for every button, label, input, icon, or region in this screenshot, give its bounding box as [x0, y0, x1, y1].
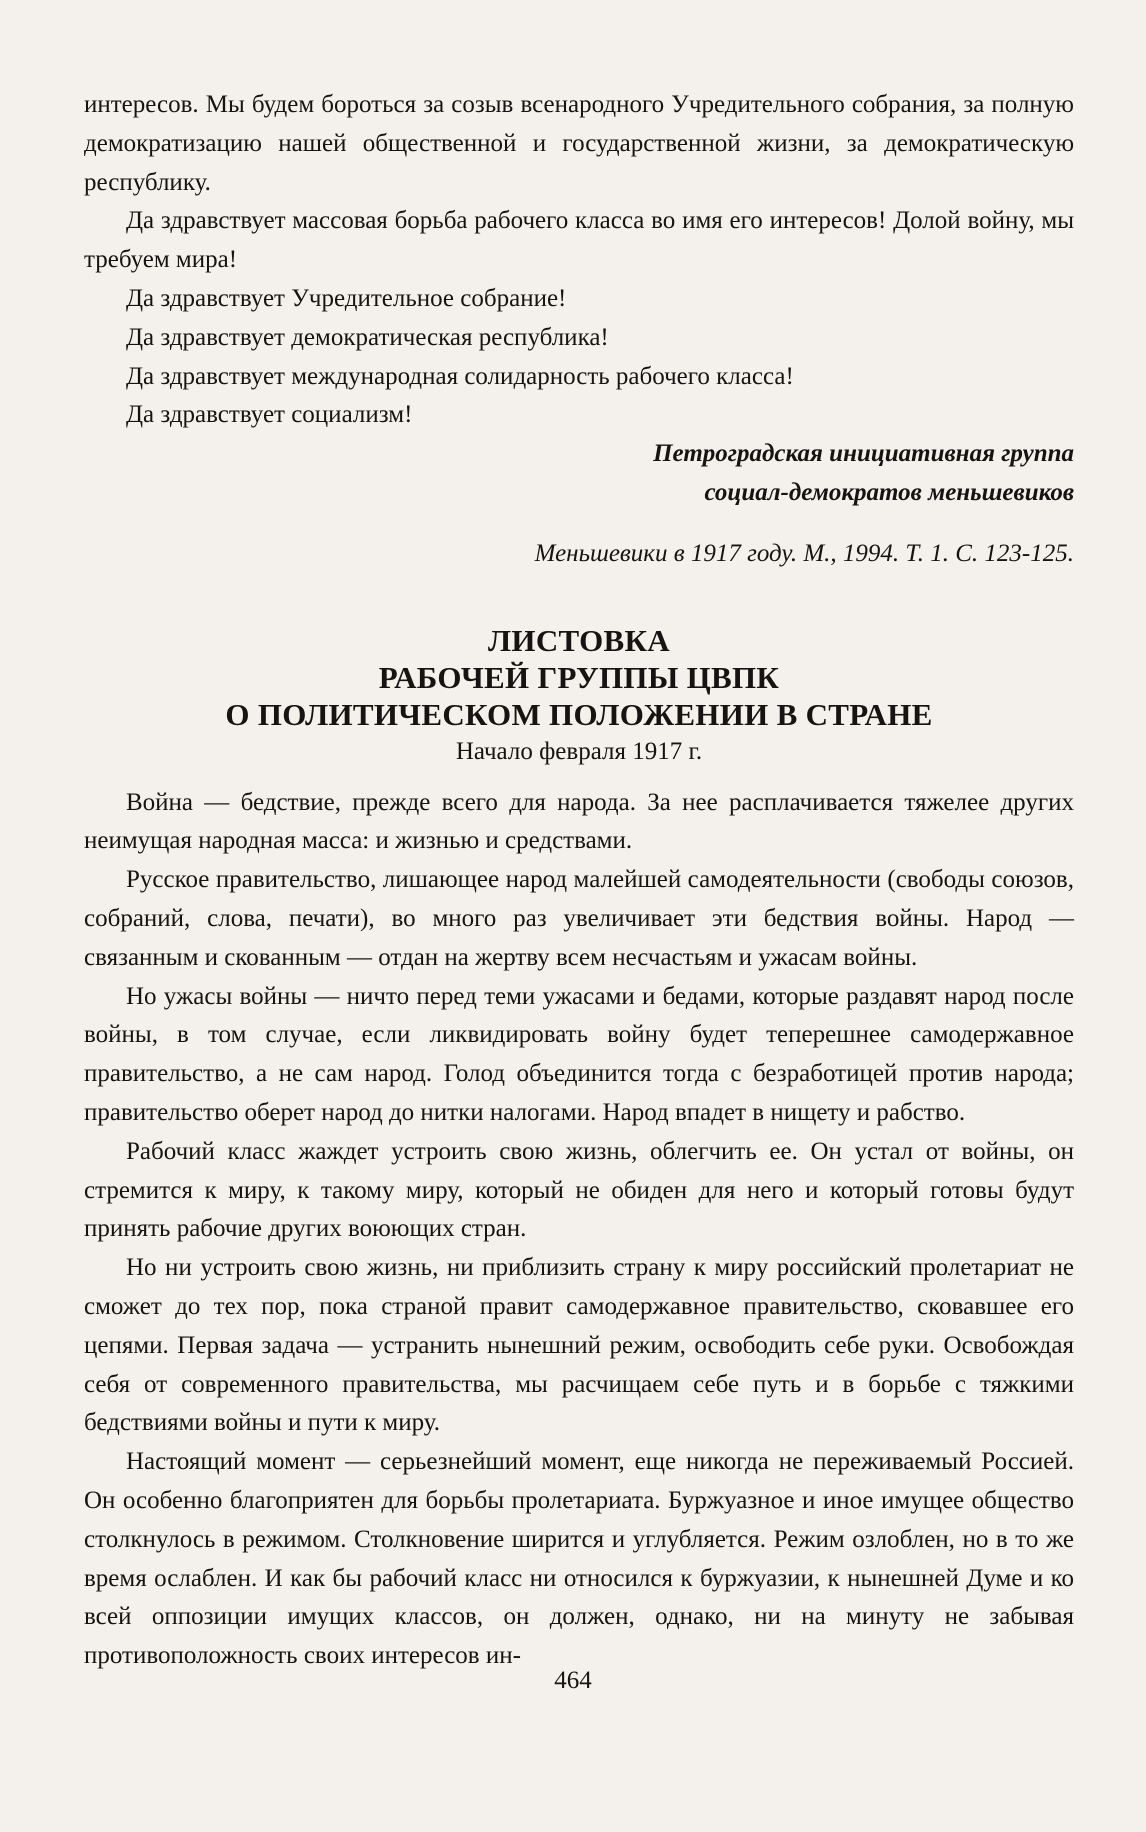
leaflet-body	[84, 784, 1074, 1676]
signature-line-1: Петроградская инициативная группа	[653, 440, 1074, 468]
slogan-line: Да здравствует международная солидарность рабочего класса!	[126, 362, 794, 390]
paragraph: Но ужасы войны — ничто перед теми ужасами и бедами, которые раздавят народ после войны, в том случае, если ликвидировать войну будет теперешнее самодержавное правительство, а не сам народ. Голод объединится тогда с безработицей против народа; правительство оберет народ до нитки налогами. Народ впадет в нищету и рабство.	[84, 982, 1074, 1126]
paragraph: Но ни устроить свою жизнь, ни приблизить страну к миру российский пролетариат не сможет до тех пор, пока страной правит самодержавное правительство, сковавшее его цепями. Первая задача — устранить нынешний режим, освободить себе руки. Освобождая себя от современного правительства, мы расчищаем себе путь и в борьбе с тяжкими бедствиями войны и пути к миру.	[84, 1254, 1074, 1437]
paragraph: Да здравствует массовая борьба рабочего класса во имя его интересов! Долой войну, мы требуем мира!	[84, 207, 1074, 274]
preceding-text	[84, 86, 1074, 435]
source-citation: Меньшевики в 1917 году. М., 1994. Т. 1. С. 123-125.	[534, 539, 1074, 567]
paragraph: Настоящий момент — серьезнейший момент, еще никогда не переживаемый Россией. Он особенно благоприятен для борьбы пролетариата. Буржуазное и иное имущее общество столкнулось в режимом. Столкновение ширится и углубляется. Режим озлоблен, но в то же время ослаблен. И как бы рабочий класс ни относился к буржуазии, к нынешней Думе и ко всей оппозиции имущих классов, он должен, однако, ни на минуту не забывая противоположность своих интересов ин-	[84, 1448, 1074, 1670]
paragraph: Рабочий класс жаждет устроить свою жизнь, облегчить ее. Он устал от войны, он стремится к миру, к такому миру, который не обиден для него и который готовы будут принять рабочие других воюющих стран.	[84, 1137, 1074, 1243]
slogan-line: Да здравствует социализм!	[126, 401, 413, 429]
slogan-line: Да здравствует Учредительное собрание!	[126, 284, 567, 312]
title-line-3: О ПОЛИТИЧЕСКОМ ПОЛОЖЕНИИ В СТРАНЕ	[225, 696, 933, 732]
title-line-2: РАБОЧЕЙ ГРУППЫ ЦВПК	[378, 659, 780, 695]
signature-line-2: социал-демократов меньшевиков	[704, 478, 1074, 506]
page-number: 464	[554, 1667, 592, 1694]
paragraph: Русское правительство, лишающее народ малейшей самодеятельности (свободы союзов, собраний, слова, печати), во много раз увеличивает эти бедствия войны. Народ — связанным и скованным — отдан на жертву всем несчастьям и ужасам войны.	[84, 866, 1074, 971]
slogan-line: Да здравствует демократическая республика!	[126, 323, 609, 351]
paragraph: интересов. Мы будем бороться за созыв всенародного Учредительного собрания, за полную демократизацию нашей общественной и государственной жизни, за демократическую республику.	[84, 91, 1074, 196]
document-title	[84, 622, 1074, 770]
signature	[84, 435, 1074, 513]
title-date: Начало февраля 1917 г.	[455, 737, 703, 765]
title-line-1: ЛИСТОВКА	[488, 622, 670, 658]
paragraph: Война — бедствие, прежде всего для народа. За нее расплачивается тяжелее других неимущая народная масса: и жизнью и средствами.	[84, 788, 1074, 855]
